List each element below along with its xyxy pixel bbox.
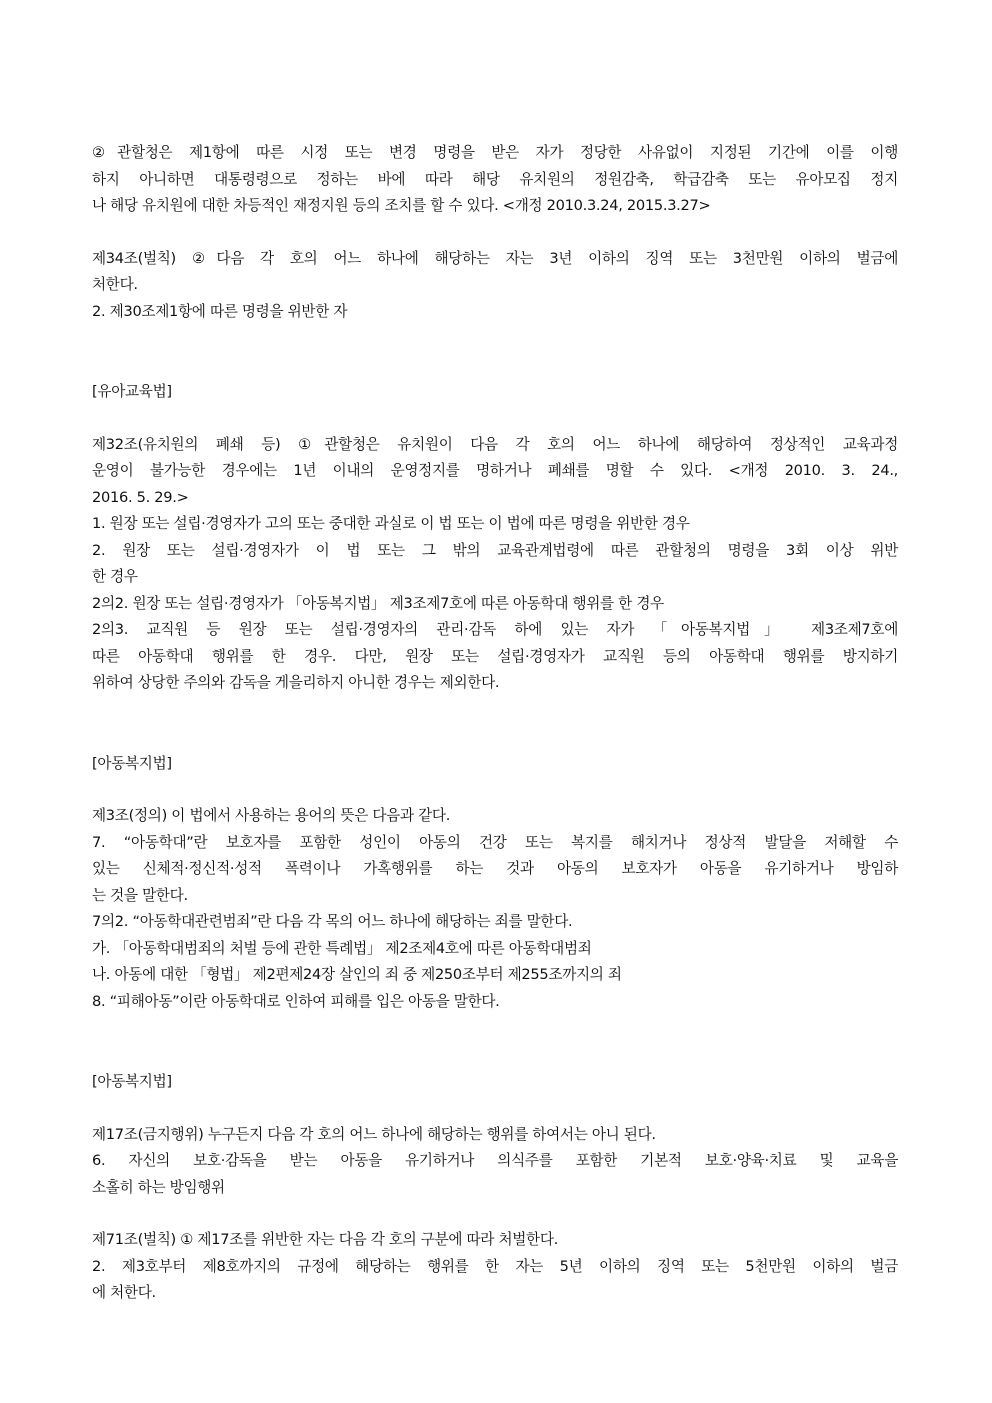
text-line: 나. 아동에 대한 「형법」 제2편제24장 살인의 죄 중 제250조부터 제255조까지의 죄 xyxy=(92,966,622,983)
text-line: 7. “아동학대”란 보호자를 포함한 성인이 아동의 건강 또는 복지를 해치거나 정상적 발달을 저해할 수 xyxy=(92,833,898,851)
paragraph-article-34 xyxy=(92,246,898,326)
text-line: 2의3. 교직원 등 원장 또는 설립·경영자의 관리·감독 하에 있는 자가 「아동복지법」 제3조제7호에 xyxy=(92,621,898,638)
text-line: 제34조(벌칙) ②다음 각 호의 어느 하나에 해당하는 자는 3년 이하의 징역 또는 3천만원 이하의 벌금에 xyxy=(92,249,898,267)
text-line: 소홀히 하는 방임행위 xyxy=(92,1178,225,1196)
text-line: 운영이 불가능한 경우에는 1년 이내의 운영정지를 명하거나 폐쇄를 명할 수 있다. <개정 2010. 3. 24., xyxy=(92,462,898,479)
text-line: 2016. 5. 29.> xyxy=(92,488,189,506)
text-line: 처한다. xyxy=(92,276,138,293)
text-line: 1. 원장 또는 설립·경영자가 고의 또는 중대한 과실로 이 법 또는 이 법에 따른 명령을 위반한 경우 xyxy=(92,515,690,532)
text-line: 2. 원장 또는 설립·경영자가 이 법 또는 그 밖의 교육관계법령에 따른 관할청의 명령을 3회 이상 위반 xyxy=(92,541,898,559)
paragraph-correction-order xyxy=(92,140,898,220)
section-heading-child-welfare-act-2: [아동복지법] xyxy=(92,1073,172,1090)
paragraph-article-71 xyxy=(92,1227,898,1307)
paragraph-article-32 xyxy=(92,432,898,697)
document-page xyxy=(92,140,898,1307)
text-line: 나 해당 유치원에 대한 차등적인 재정지원 등의 조치를 할 수 있다. <개정 2010.3.24, 2015.3.27> xyxy=(92,197,711,214)
text-line: 6. 자신의 보호·감독을 받는 아동을 유기하거나 의식주를 포함한 기본적 보호·양육·치료 및 교육을 xyxy=(92,1152,898,1169)
text-line: 2의2. 원장 또는 설립·경영자가 「아동복지법」 제3조제7호에 따른 아동학대 행위를 한 경우 xyxy=(92,594,664,612)
section-heading-early-childhood-education-act: [유아교육법] xyxy=(92,383,172,400)
text-line: 있는 신체적·정신적·성적 폭력이나 가혹행위를 하는 것과 아동의 보호자가 아동을 유기하거나 방임하 xyxy=(92,860,898,877)
text-line: 2. 제30조제1항에 따른 명령을 위반한 자 xyxy=(92,302,348,320)
text-line: 는 것을 말한다. xyxy=(92,886,188,904)
text-line: 가. 「아동학대범죄의 처벌 등에 관한 특례법」 제2조제4호에 따른 아동학대범죄 xyxy=(92,939,592,957)
text-line: 따른 아동학대 행위를 한 경우. 다만, 원장 또는 설립·경영자가 교직원 등의 아동학대 행위를 방지하기 xyxy=(92,647,898,665)
text-line: 하지 아니하면 대통령령으로 정하는 바에 따라 해당 유치원의 정원감축, 학급감축 또는 유아모집 정지 xyxy=(92,170,898,188)
paragraph-article-3 xyxy=(92,803,898,1015)
text-line: 위하여 상당한 주의와 감독을 게을리하지 아니한 경우는 제외한다. xyxy=(92,674,500,691)
text-line: ②관할청은 제1항에 따른 시정 또는 변경 명령을 받은 자가 정당한 사유없이 지정된 기간에 이를 이행 xyxy=(92,144,898,161)
text-line: 제17조(금지행위) 누구든지 다음 각 호의 어느 하나에 해당하는 행위를 하여서는 아니 된다. xyxy=(92,1125,656,1143)
text-line: 8. “피해아동”이란 아동학대로 인하여 피해를 입은 아동을 말한다. xyxy=(92,992,500,1010)
text-line: 2. 제3호부터 제8호까지의 규정에 해당하는 행위를 한 자는 5년 이하의 징역 또는 5천만원 이하의 벌금 xyxy=(92,1257,898,1275)
text-line: 에 처한다. xyxy=(92,1284,156,1301)
text-line: 제32조(유치원의 폐쇄 등) ①관할청은 유치원이 다음 각 호의 어느 하나에 해당하여 정상적인 교육과정 xyxy=(92,435,898,453)
paragraph-article-17 xyxy=(92,1122,898,1202)
text-line: 한 경우 xyxy=(92,568,138,585)
text-line: 7의2. “아동학대관련범죄”란 다음 각 목의 어느 하나에 해당하는 죄를 말한다. xyxy=(92,913,573,930)
text-line: 제3조(정의) 이 법에서 사용하는 용어의 뜻은 다음과 같다. xyxy=(92,807,451,824)
text-line: 제71조(벌칙) ① 제17조를 위반한 자는 다음 각 호의 구분에 따라 처벌한다. xyxy=(92,1231,558,1248)
section-heading-child-welfare-act: [아동복지법] xyxy=(92,754,172,772)
